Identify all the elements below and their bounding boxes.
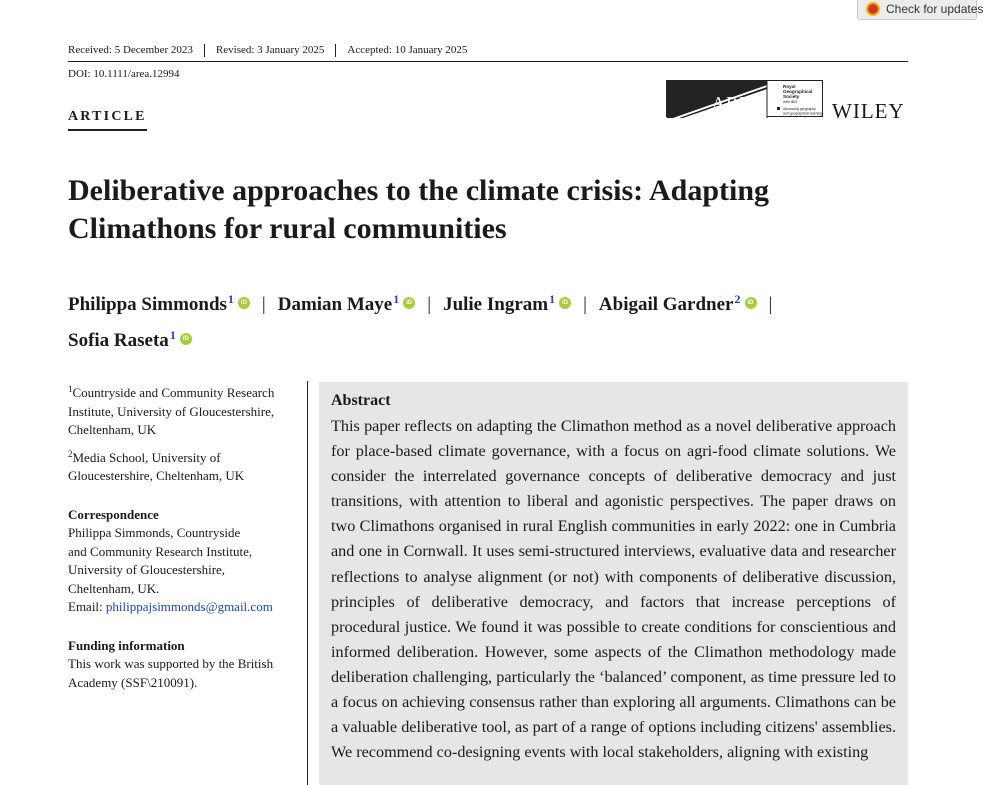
author[interactable] <box>68 294 250 315</box>
author-affiliation-number[interactable]: 1 <box>393 292 400 306</box>
affiliation-1-number: 1 <box>68 384 73 394</box>
rgs-emblem-icon <box>777 107 780 110</box>
author[interactable] <box>278 294 416 315</box>
rgs-line-6: and geographical learning <box>783 111 823 116</box>
author[interactable] <box>599 294 757 315</box>
area-journal-logo <box>666 80 823 117</box>
author-name[interactable]: Julie Ingram <box>443 294 549 315</box>
affiliation-2-number: 2 <box>68 448 73 459</box>
orcid-icon[interactable] <box>180 333 192 345</box>
funding-heading: Funding information <box>68 637 185 653</box>
rgs-line-1: Royal <box>783 84 796 89</box>
received-date: Received: 5 December 2023 <box>68 44 205 57</box>
author-separator: | <box>427 294 432 315</box>
author-name[interactable]: Sofia Raseta <box>68 330 169 351</box>
correspondence-line: University of Gloucestershire, <box>68 562 226 577</box>
doi[interactable]: DOI: 10.1111/area.12994 <box>68 68 180 80</box>
rgs-line-2: Geographical <box>783 89 813 94</box>
affiliation-1-text: Countryside and Community Research Institute, University of Gloucestershire, Cheltenham, UK <box>68 385 275 437</box>
abstract-text: This paper reflects on adapting the Climathon method as a novel deliberative approach for place-based climate governance, with a focus on agri-food climate solutions. We consider the interrelated governance concepts of deliberative democracy and just transitions, with attention to liberal and agonistic perspectives. The paper draws on two Climathons organised in rural English communities in early 2022: one in Cumbria and one in Cornwall. It uses semi-structured interviews, evaluative data and researcher reflections to analyse alignment (or not) with components of deliberative discussion, principles of deliberative democracy, and factors that increase perceptions of procedural justice. We found it was possible to create conditions for conscientious and informed deliberation. However, some aspects of the Climathon methodology made deliberation challenging, particularly the ‘balanced’ component, as time pressure led to a focus on achieving consensus rather than exploring all arguments. Climathons can be a valuable deliberative tool, as part of a range of options including citizens' assemblies. We recommend co-designing events with local stakeholders, aligning with existing <box>331 417 896 762</box>
correspondence-line: and Community Research Institute, <box>68 543 253 559</box>
author[interactable] <box>68 330 192 351</box>
publication-dates <box>68 44 489 57</box>
affiliation-2 <box>68 445 300 486</box>
check-for-updates-button[interactable] <box>857 0 983 20</box>
rgs-line-5: Advancing geography <box>783 107 816 111</box>
article-title: Deliberative approaches to the climate crisis: Adapting Climathons for rural communities <box>68 174 770 245</box>
area-logo-text: AREA <box>712 93 765 113</box>
orcid-icon[interactable] <box>403 297 415 309</box>
column-divider <box>307 381 308 785</box>
correspondence-line: Cheltenham, UK. <box>68 580 160 596</box>
affiliation-1 <box>68 380 300 440</box>
abstract-heading: Abstract <box>331 392 391 409</box>
funding-text: This work was supported by the British Academy (SSF\210091). <box>68 656 274 690</box>
abstract-section <box>319 382 908 785</box>
accepted-date: Accepted: 10 January 2025 <box>347 44 468 56</box>
correspondence-line: Philippa Simmonds, Countryside <box>68 525 241 540</box>
author[interactable] <box>443 294 571 315</box>
funding-section <box>68 637 300 693</box>
revised-date: Revised: 3 January 2025 <box>216 44 336 57</box>
article-type-label: ARTICLE <box>68 109 147 131</box>
header-divider <box>68 61 908 62</box>
email-label: Email: <box>68 599 106 614</box>
author-separator: | <box>261 294 266 315</box>
email-link[interactable]: philippajsimmonds@gmail.com <box>105 599 273 614</box>
affiliation-2-text: Media School, University of Gloucestershire, Cheltenham, UK <box>68 449 245 483</box>
author-list <box>68 284 898 356</box>
correspondence-email <box>68 598 300 617</box>
orcid-icon[interactable] <box>559 297 571 309</box>
wiley-logo: WILEY <box>832 99 905 123</box>
author-name[interactable]: Damian Maye <box>277 294 393 315</box>
correspondence-section <box>68 506 300 617</box>
article-sidebar <box>68 380 300 692</box>
rgs-line-4: with IBG <box>783 100 798 104</box>
crossmark-icon <box>866 2 880 16</box>
orcid-icon[interactable] <box>238 297 250 309</box>
author-name[interactable]: Philippa Simmonds <box>68 294 227 315</box>
author-affiliation-number[interactable]: 1 <box>549 292 556 306</box>
check-for-updates-label: Check for updates <box>886 2 983 16</box>
rgs-line-3: Society <box>783 94 800 99</box>
author-affiliation-number[interactable]: 2 <box>734 292 741 306</box>
author-affiliation-number[interactable]: 1 <box>227 292 234 306</box>
author-separator: | <box>768 294 773 315</box>
orcid-icon[interactable] <box>745 297 757 309</box>
author-affiliation-number[interactable]: 1 <box>169 328 176 342</box>
correspondence-heading: Correspondence <box>68 506 159 522</box>
author-name[interactable]: Abigail Gardner <box>598 294 734 315</box>
author-separator: | <box>583 294 587 315</box>
